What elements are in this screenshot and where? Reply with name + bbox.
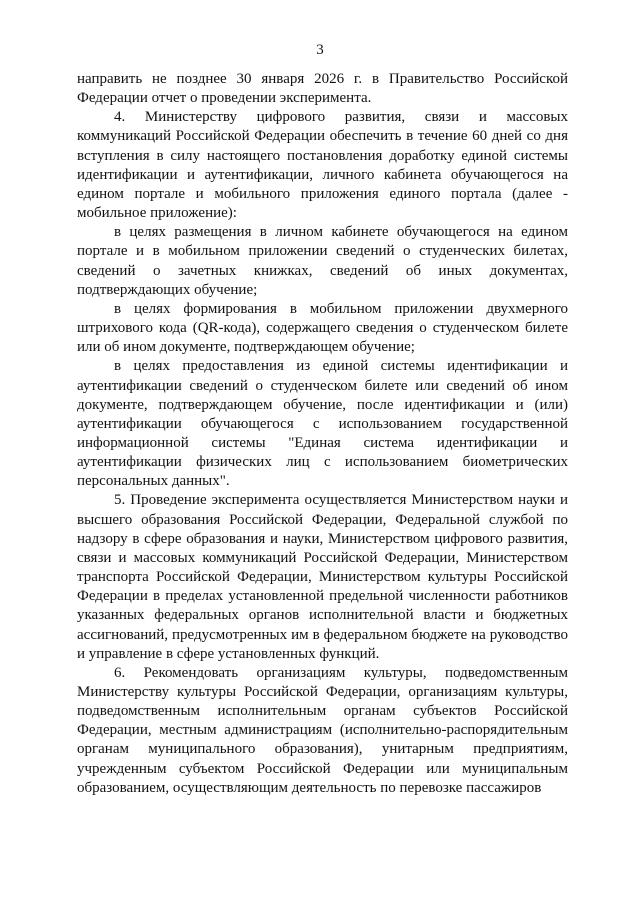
- paragraph-subitem-placement: в целях размещения в личном кабинете обучающегося на едином портале и в мобильном приложении сведений о студенческих билетах, сведений о зачетных книжках, сведений об иных документах, подтверждающих обучение;: [77, 224, 568, 298]
- paragraph-item-5: 5. Проведение эксперимента осуществляется Министерством науки и высшего образования Российской Федерации, Федеральной службой по надзору в сфере образования и науки, Министерством цифрового развития, связи и массовых коммуникаций Российской Федерации, Министерством транспорта Российской Федерации, Министерством культуры Российской Федерации в пределах установленной предельной численности работников указанных федеральных органов исполнительной власти и бюджетных ассигнований, предусмотренных им в федеральном бюджете на руководство и управление в сфере установленных функций.: [77, 492, 568, 662]
- page-number: 3: [316, 42, 324, 58]
- paragraph-subitem-provision: в целях предоставления из единой системы идентификации и аутентификации сведений о студенческом билете или сведений об ином документе, подтверждающем обучение, после идентификации и (или) аутентификации обучающегося с использованием государственной информационной системы "Единая система идентификации и аутентификации физических лиц с использованием биометрических персональных данных".: [77, 358, 568, 490]
- paragraph-item-4: 4. Министерству цифрового развития, связи и массовых коммуникаций Российской Федерации обеспечить в течение 60 дней со дня вступления в силу настоящего постановления доработку единой системы идентификации и аутентификации, личного кабинета обучающегося на едином портале и мобильного приложения единого портала (далее - мобильное приложение):: [77, 109, 568, 222]
- paragraph-item-6: 6. Рекомендовать организациям культуры, подведомственным Министерству культуры Российской Федерации, организациям культуры, подведомственным исполнительным органам субъектов Российской Федерации, местным администрациям (исполнительно-распорядительным органам муниципального образования), унитарным предприятиям, учрежденным субъектом Российской Федерации или муниципальным образованием, осуществляющим деятельность по перевозке пассажиров: [77, 664, 568, 796]
- paragraph-subitem-qr-code: в целях формирования в мобильном приложении двухмерного штрихового кода (QR-кода), содержащего сведения о студенческом билете или об ином документе, подтверждающем обучение;: [77, 300, 568, 356]
- document-body: [77, 70, 568, 798]
- paragraph-continuation: направить не позднее 30 января 2026 г. в Правительство Российской Федерации отчет о проведении эксперимента.: [77, 71, 568, 107]
